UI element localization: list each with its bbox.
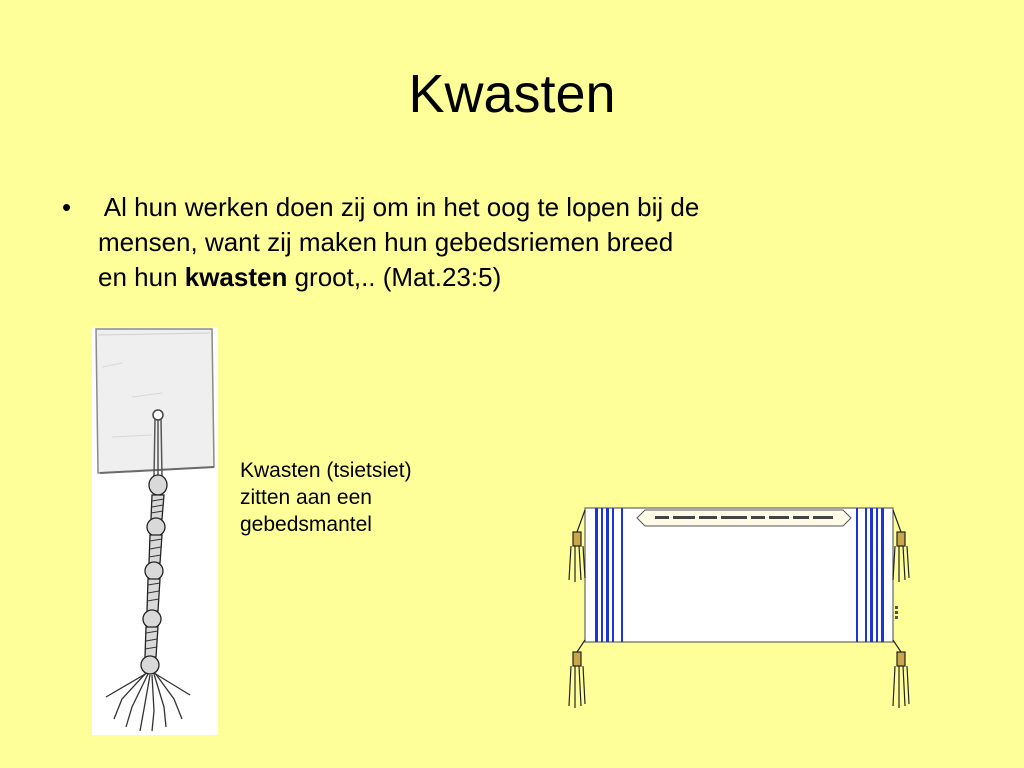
- tassel-illustration: [92, 327, 218, 735]
- image-caption: [240, 457, 500, 538]
- bullet-line-3-end: groot,.. (Mat.23:5): [287, 262, 502, 292]
- slide-title: Kwasten: [408, 64, 616, 124]
- bullet-keyword-kwasten: kwasten: [184, 262, 288, 292]
- bullet-line-2: mensen, want zij maken hun gebedsriemen breed: [98, 227, 674, 257]
- caption-line-3: gebedsmantel: [240, 513, 372, 536]
- bullet-line-3-start: en hun: [98, 262, 185, 292]
- caption-line-1: Kwasten (tsietsiet): [240, 459, 412, 482]
- bullet-line-3: [98, 260, 918, 295]
- bullet-line-1: Al hun werken doen zij om in het oog te lopen bij de: [98, 192, 700, 222]
- caption-line-2: zitten aan een: [240, 486, 372, 509]
- prayer-shawl-illustration: [555, 502, 920, 717]
- bullet-symbol: •: [62, 192, 72, 222]
- bullet-text: [98, 190, 918, 295]
